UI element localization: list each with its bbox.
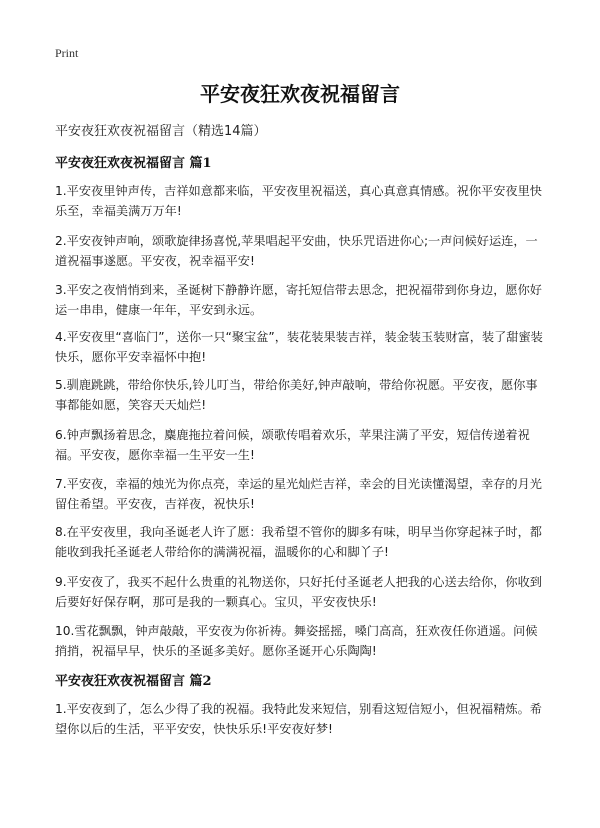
page-title: 平安夜狂欢夜祝福留言: [200, 82, 400, 106]
section-heading-2: 平安夜狂欢夜祝福留言 篇2: [55, 674, 212, 689]
article-subtitle: 平安夜狂欢夜祝福留言（精选14篇）: [55, 124, 267, 139]
paragraph: 6.钟声飘扬着思念，麋鹿拖拉着问候，颂歌传唱着欢乐，苹果注满了平安，短信传递着祝福。平安夜，愿你幸福一生平安一生!: [55, 428, 530, 462]
paragraph: 2.平安夜钟声响，颂歌旋律扬喜悦,苹果唱起平安曲，快乐咒语进你心;一声问候好运连，一道祝福事遂愿。平安夜，祝幸福平安!: [55, 234, 538, 268]
section-heading-1: 平安夜狂欢夜祝福留言 篇1: [55, 156, 212, 171]
paragraph: 8.在平安夜里，我向圣诞老人许了愿：我希望不管你的脚多有味，明早当你穿起袜子时，都能收到我托圣诞老人带给你的满满祝福，温暖你的心和脚丫子!: [55, 525, 542, 559]
paragraph: 3.平安之夜悄悄到来，圣诞树下静静许愿，寄托短信带去思念，把祝福带到你身边，愿你好运一串串，健康一年年，平安到永远。: [55, 283, 542, 317]
print-label[interactable]: Print: [55, 46, 79, 60]
paragraph: 1.平安夜里钟声传，吉祥如意都来临，平安夜里祝福送，真心真意真情感。祝你平安夜里快乐至，幸福美满万万年!: [55, 184, 542, 218]
paragraph: 5.驯鹿跳跳，带给你快乐,铃儿叮当，带给你美好,钟声敲响，带给你祝愿。平安夜，愿你事事都能如愿，笑容天天灿烂!: [55, 378, 538, 412]
paragraph: 7.平安夜，幸福的烛光为你点亮，幸运的星光灿烂吉祥，幸会的目光读懂渴望，幸存的月光留住希望。平安夜，吉祥夜，祝快乐!: [55, 477, 542, 511]
paragraph: 4.平安夜里“喜临门”，送你一只“聚宝盆”，装花装果装吉祥，装金装玉装财富，装了甜蜜装快乐，愿你平安幸福怀中抱!: [55, 330, 543, 364]
paragraph: 10.雪花飘飘，钟声敲敲，平安夜为你祈祷。舞姿摇摇，嗓门高高，狂欢夜任你逍遥。问候捎捎，祝福早早，快乐的圣诞多美好。愿你圣诞开心乐陶陶!: [55, 624, 538, 658]
paragraph: 1.平安夜到了，怎么少得了我的祝福。我特此发来短信，别看这短信短小，但祝福精炼。希望你以后的生活，平平安安，快快乐乐!平安夜好梦!: [55, 702, 542, 736]
paragraph: 9.平安夜了，我买不起什么贵重的礼物送你，只好托付圣诞老人把我的心送去给你，你收到后要好好保存啊，那可是我的一颗真心。宝贝，平安夜快乐!: [55, 575, 542, 609]
